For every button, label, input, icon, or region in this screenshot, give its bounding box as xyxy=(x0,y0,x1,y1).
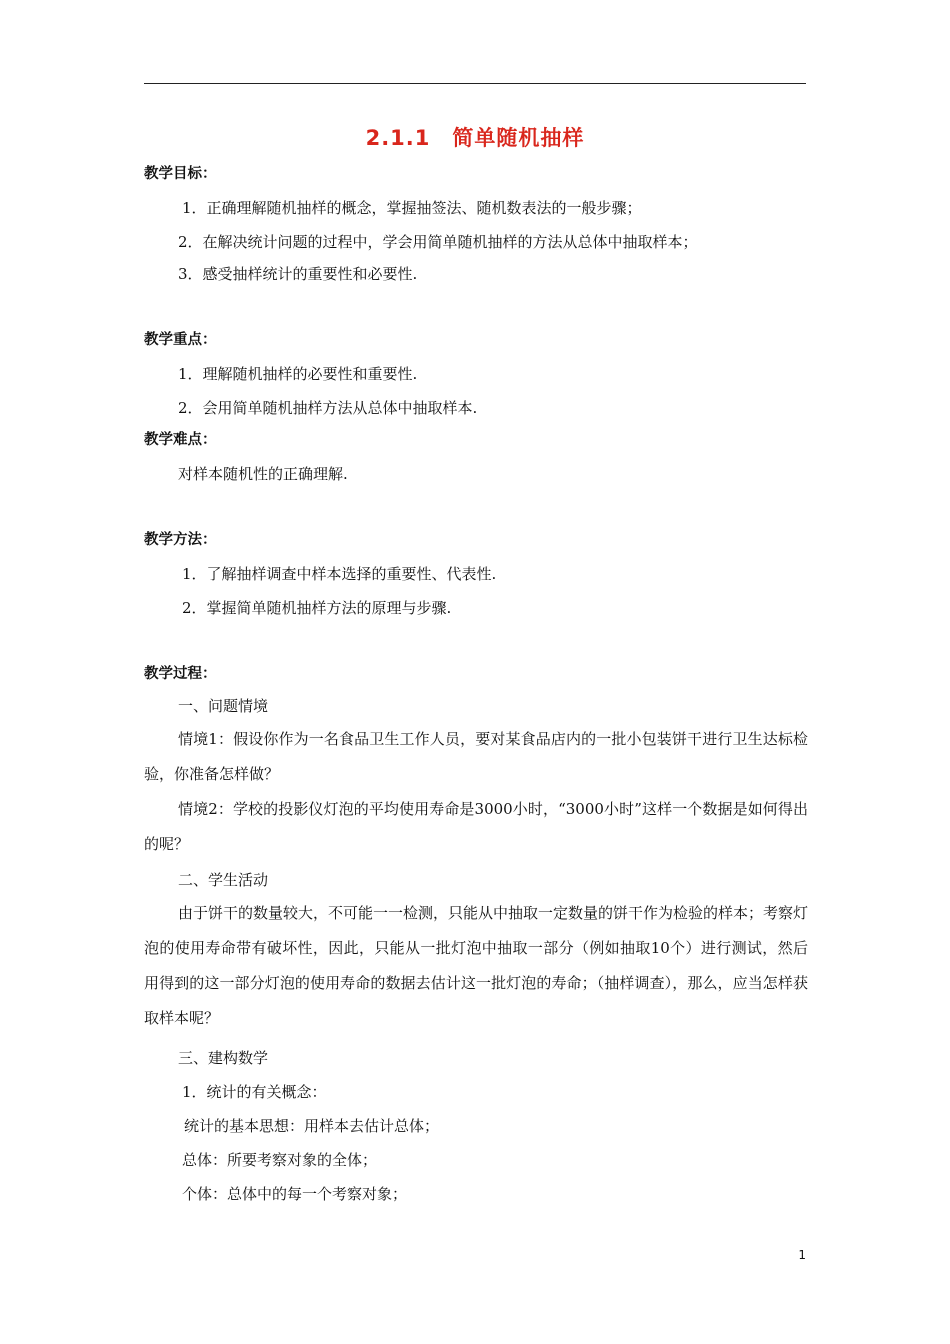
method-item: 1．了解抽样调查中样本选择的重要性、代表性. xyxy=(182,565,497,583)
page-number: 1 xyxy=(798,1248,806,1262)
objective-item: 2．在解决统计问题的过程中，学会用简单随机抽样的方法从总体中抽取样本； xyxy=(178,233,698,251)
concept-item: 总体：所要考察对象的全体； xyxy=(182,1151,378,1169)
objectives-heading: 教学目标： xyxy=(144,166,217,182)
concept-item: 统计的基本思想：用样本去估计总体； xyxy=(184,1117,440,1135)
objective-item: 3．感受抽样统计的重要性和必要性. xyxy=(178,265,418,283)
objective-item: 1．正确理解随机抽样的概念，掌握抽签法、随机数表法的一般步骤； xyxy=(182,199,642,217)
process-heading: 教学过程： xyxy=(144,666,217,682)
difficulty-item: 对样本随机性的正确理解. xyxy=(178,465,348,483)
difficulties-heading: 教学难点： xyxy=(144,432,217,448)
key-point-item: 1．理解随机抽样的必要性和重要性. xyxy=(178,365,418,383)
activity-paragraph: 由于饼干的数量较大，不可能一一检测，只能从中抽取一定数量的饼干作为检验的样本；考察灯泡的使用寿命带有破坏性，因此，只能从一批灯泡中抽取一部分（例如抽取10个）进行测试，然后用得到的这一部分灯泡的使用寿命的数据去估计这一批灯泡的寿命；（抽样调查），那么，应当怎样获取样本呢？ xyxy=(144,904,809,1027)
section-heading: 三、建构数学 xyxy=(178,1049,269,1067)
scenario-paragraph: 情境2：学校的投影仪灯泡的平均使用寿命是3000小时，“3000小时”这样一个数据是如何得出的呢？ xyxy=(144,800,808,853)
scenario-paragraph: 情境1：假设你作为一名食品卫生工作人员，要对某食品店内的一批小包装饼干进行卫生达标检验，你准备怎样做？ xyxy=(144,730,808,783)
section-heading: 一、问题情境 xyxy=(178,697,269,715)
page-title: 2.1.1 简单随机抽样 xyxy=(365,126,585,150)
key-points-heading: 教学重点： xyxy=(144,332,217,348)
method-item: 2．掌握简单随机抽样方法的原理与步骤. xyxy=(182,599,452,617)
concepts-title: 1．统计的有关概念： xyxy=(182,1083,327,1101)
concept-item: 个体：总体中的每一个考察对象； xyxy=(182,1185,408,1203)
section-heading: 二、学生活动 xyxy=(178,871,269,889)
header-rule xyxy=(144,83,806,84)
methods-heading: 教学方法： xyxy=(144,532,217,548)
key-point-item: 2．会用简单随机抽样方法从总体中抽取样本. xyxy=(178,399,478,417)
